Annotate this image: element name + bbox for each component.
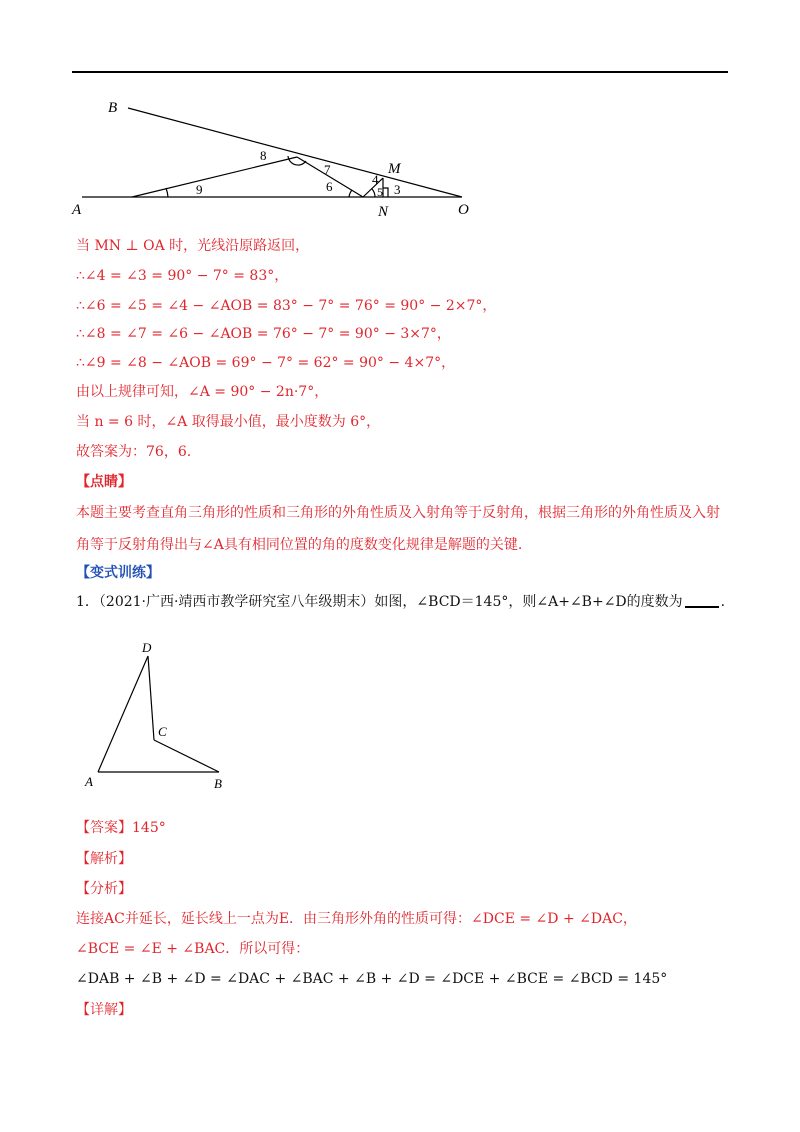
line-bo — [128, 108, 462, 197]
question-1-end: . — [720, 594, 726, 610]
ray-1 — [132, 157, 297, 197]
solution1-line-6: 由以上规律可知，∠A = 90° − 2n·7°， — [76, 384, 329, 400]
solution2-line-3: ∠DAB + ∠B + ∠D = ∠DAC + ∠BAC + ∠B + ∠D = ∠DCE + ∠BCE = ∠BCD = 145° — [76, 971, 668, 987]
label-b2: B — [214, 776, 222, 791]
solution1-line-2: ∴∠4 = ∠3 = 90° − 7° = 83°， — [76, 268, 289, 284]
label-n: N — [378, 204, 389, 220]
solution2-line-1: 连接AC并延长，延长线上一点为E．由三角形外角的性质可得：∠DCE = ∠D + ∠DAC， — [76, 911, 637, 927]
answer-blank — [685, 592, 719, 608]
label-c: C — [158, 724, 167, 739]
figure-reflection — [60, 90, 500, 220]
solution2-line-2: ∠BCE = ∠E + ∠BAC．所以可得： — [76, 941, 310, 957]
solution1-line-7: 当 n = 6 时，∠A 取得最小值，最小度数为 6°， — [76, 414, 381, 430]
label-d: D — [142, 640, 152, 655]
variant-heading: 【变式训练】 — [76, 565, 160, 581]
header-rule — [72, 71, 728, 73]
point-heading: 【点睛】 — [76, 474, 132, 490]
label-b: B — [108, 100, 118, 116]
solution1-line-5: ∴∠9 = ∠8 − ∠AOB = 69° − 7° = 62° = 90° − 4×7°， — [76, 355, 456, 371]
solution1-line-8: 故答案为：76，6. — [76, 444, 192, 460]
question-1-text: 1．（2021·广西·靖西市教学研究室八年级期末）如图，∠BCD＝145°，则∠A+∠B+∠D的度数为 — [76, 594, 683, 610]
question-1 — [76, 592, 725, 612]
label-m: M — [388, 161, 401, 177]
label-a: A — [72, 202, 82, 218]
label-angle-5: 5 — [377, 185, 383, 199]
seg-dc — [148, 656, 154, 740]
analysis-heading: 【解析】 — [76, 851, 132, 867]
label-o: O — [458, 202, 469, 218]
solution1-line-3: ∴∠6 = ∠5 = ∠4 − ∠AOB = 83° − 7° = 76° = 90° − 2×7°， — [76, 298, 497, 314]
detail-heading: 【详解】 — [76, 1002, 132, 1018]
answer-line: 【答案】145° — [76, 820, 166, 836]
figure-quadrilateral — [82, 636, 242, 796]
label-a2: A — [85, 774, 93, 789]
point-text: 本题主要考查直角三角形的性质和三角形的外角性质及入射角等于反射角，根据三角形的外角性质及入射角等于反射角得出与∠A具有相同位置的角的度数变化规律是解题的关键. — [76, 505, 720, 553]
seg-cb — [154, 740, 219, 772]
solution1-line-4: ∴∠8 = ∠7 = ∠6 − ∠AOB = 76° − 7° = 90° − 3×7°， — [76, 326, 451, 342]
seg-ad — [98, 656, 148, 772]
solution1-line-1: 当 MN ⊥ OA 时，光线沿原路返回， — [76, 238, 310, 254]
label-angle-3: 3 — [394, 182, 401, 197]
fenxi-heading: 【分析】 — [76, 881, 132, 897]
label-angle-6: 6 — [326, 179, 333, 194]
label-angle-9: 9 — [196, 182, 203, 197]
label-angle-4: 4 — [372, 172, 379, 187]
label-angle-7: 7 — [324, 162, 331, 177]
label-angle-8: 8 — [260, 148, 267, 163]
